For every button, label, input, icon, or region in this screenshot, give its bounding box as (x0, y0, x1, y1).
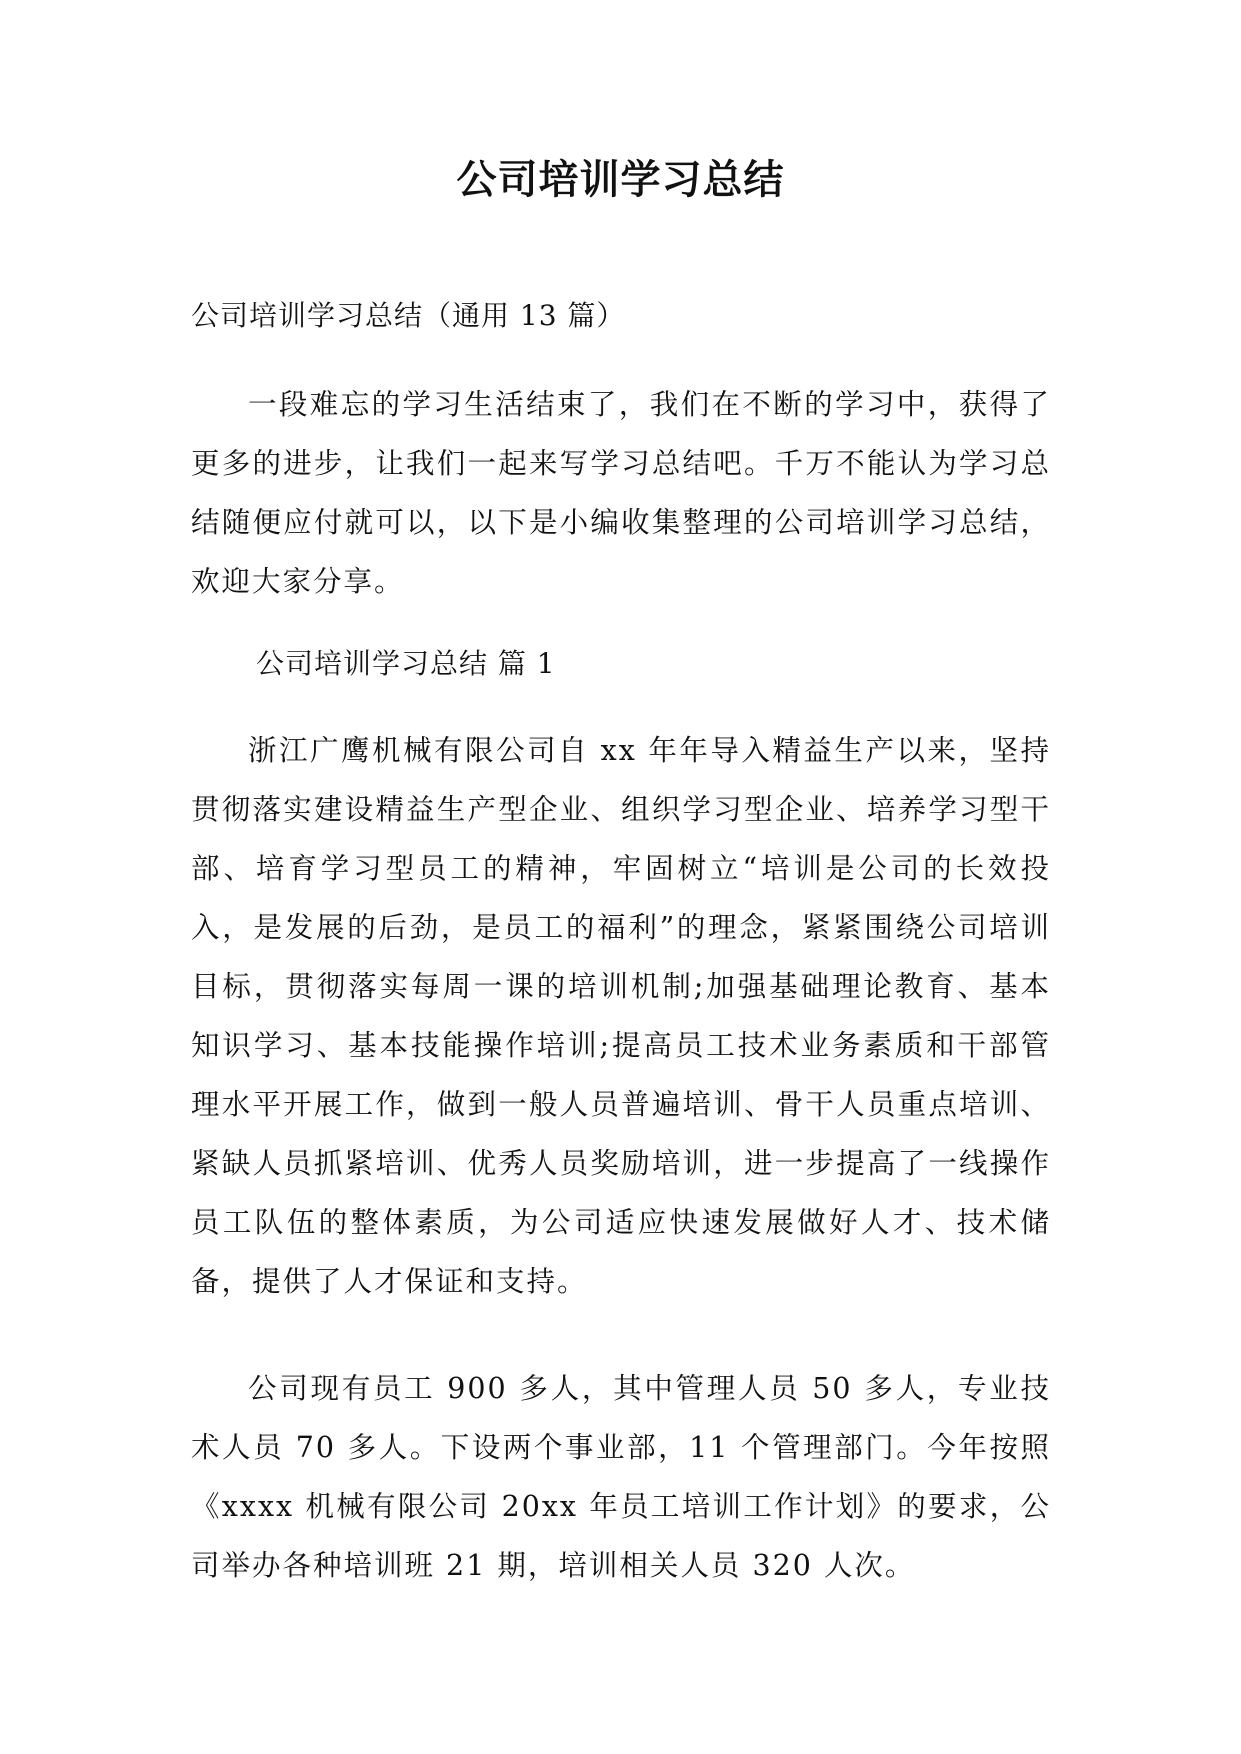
section-paragraph-1: 浙江广鹰机械有限公司自 xx 年年导入精益生产以来，坚持贯彻落实建设精益生产型企业、组织学习型企业、培养学习型干部、培育学习型员工的精神，牢固树立“培训是公司的长效投入，是发展的后劲，是员工的福利”的理念，紧紧围绕公司培训目标，贯彻落实每周一课的培训机制;加强基础理论教育、基本知识学习、基本技能操作培训;提高员工技术业务素质和干部管理水平开展工作，做到一般人员普遍培训、骨干人员重点培训、紧缺人员抓紧培训、优秀人员奖励培训，进一步提高了一线操作员工队伍的整体素质，为公司适应快速发展做好人才、技术储备，提供了人才保证和支持。 (191, 733, 1051, 1298)
section-heading: 公司培训学习总结 篇 1 (256, 647, 556, 680)
section-paragraph-2: 公司现有员工 900 多人，其中管理人员 50 多人，专业技术人员 70 多人。下设两个事业部，11 个管理部门。今年按照《xxxx 机械有限公司 20xx 年员工培训工作计划》的要求，公司举办各种培训班 21 期，培训相关人员 320 人次。 (191, 1371, 1051, 1582)
intro-paragraph: 一段难忘的学习生活结束了，我们在不断的学习中，获得了更多的进步，让我们一起来写学习总结吧。千万不能认为学习总结随便应付就可以，以下是小编收集整理的公司培训学习总结，欢迎大家分享。 (191, 387, 1051, 598)
document-title: 公司培训学习总结 (456, 157, 785, 203)
document-subtitle: 公司培训学习总结（通用 13 篇） (191, 299, 626, 332)
